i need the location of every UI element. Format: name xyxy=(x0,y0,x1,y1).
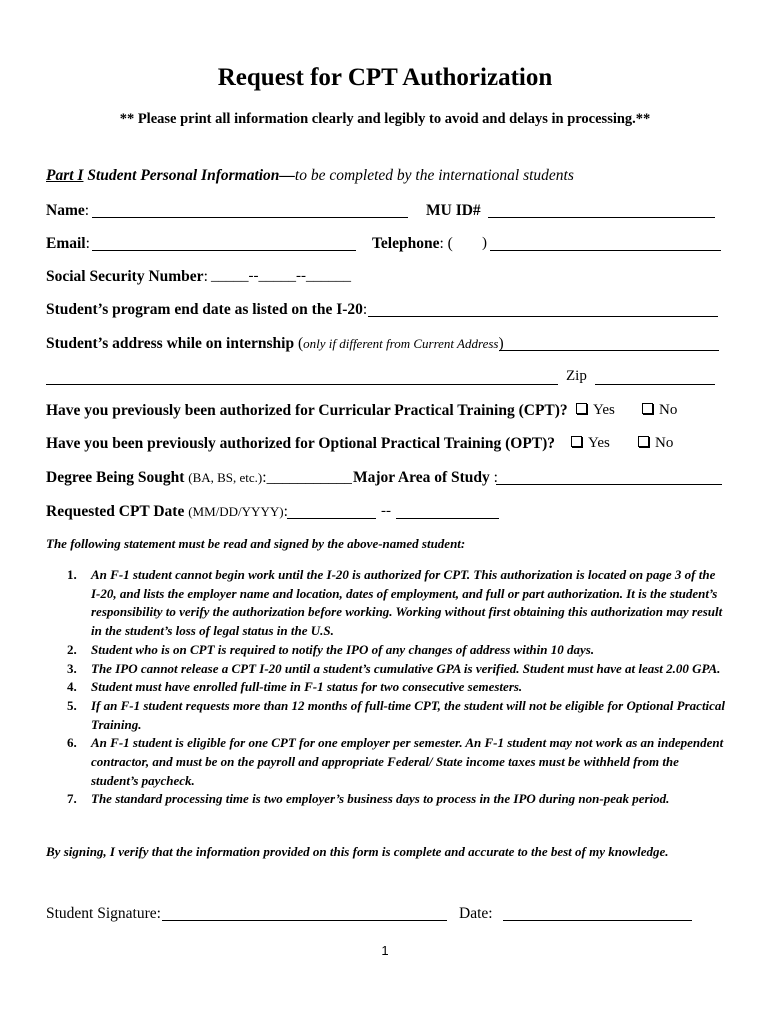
list-item: 2. Student who is on CPT is required to notify the IPO of any changes of address within 10 days. xyxy=(67,641,595,657)
list-item: 6. An F-1 student is eligible for one CPT for one employer per semester. An F-1 student may not work as an independent contractor, and must be on the payroll and appropriate Federal/ State income taxes must be withheld from the student’s paycheck. xyxy=(67,735,724,788)
cpt-yes-option[interactable] xyxy=(576,402,615,419)
checkbox-icon[interactable] xyxy=(576,403,587,414)
part-title: Student Personal Information— xyxy=(83,167,295,184)
zip-field[interactable] xyxy=(595,384,715,385)
name-field[interactable] xyxy=(92,217,408,218)
list-item: 4. Student must have enrolled full-time in F-1 status for two consecutive semesters. xyxy=(67,679,523,695)
cpt-yes-label: Yes xyxy=(593,402,615,418)
verification-statement: By signing, I verify that the information provided on this form is complete and accurate to the best of my knowledge. xyxy=(46,844,669,859)
cpt-date-label-row: Requested CPT Date (MM/DD/YYYY): xyxy=(46,503,288,520)
degree-label-row xyxy=(46,469,352,487)
signature-field[interactable] xyxy=(162,920,447,921)
address-label-row: Student’s address while on internship (only if different from Current Address) xyxy=(46,335,504,352)
cpt-question: Have you previously been authorized for Curricular Practical Training (CPT)? xyxy=(46,402,568,419)
opt-question: Have you been previously authorized for Optional Practical Training (OPT)? xyxy=(46,435,556,452)
end-date-label: Student’s program end date as listed on the I-20 xyxy=(46,301,363,318)
signature-label: Student Signature: xyxy=(46,905,161,922)
date-separator: -- xyxy=(381,503,391,519)
opt-no-option[interactable] xyxy=(638,435,673,452)
degree-field[interactable]: :___________ xyxy=(262,469,352,486)
checkbox-icon[interactable] xyxy=(571,436,582,447)
major-label: Major Area of Study xyxy=(353,469,490,486)
list-item: 7. The standard processing time is two employer’s business days to process in the IPO during non-peak period. xyxy=(67,791,670,807)
opt-yes-option[interactable] xyxy=(571,435,610,452)
telephone-open: : ( xyxy=(439,235,453,252)
page-number: 1 xyxy=(381,943,389,958)
name-label-row: Name: xyxy=(46,202,90,219)
telephone-label: Telephone xyxy=(372,235,440,252)
email-label-row: Email: xyxy=(46,235,90,252)
degree-label: Degree Being Sought xyxy=(46,469,185,486)
zip-label: Zip xyxy=(566,368,587,384)
address-note: only if different from Current Address xyxy=(303,336,499,351)
part-heading xyxy=(46,167,574,185)
rules-list xyxy=(48,566,726,809)
address-label: Student’s address while on internship xyxy=(46,335,295,352)
list-item: 5. If an F-1 student requests more than 12 months of full-time CPT, the student will not be eligible for Optional Practical Training. xyxy=(67,697,726,732)
list-item: 1. An F-1 student cannot begin work until the I-20 is authorized for CPT. This authorization is located on page 3 of the I-20, and lists the employer name and location, dates of employment, and full or part authorization. It is the student’s responsibility to verify the authorization before working. Working without first obtaining this authorization may result in the student’s loss of legal status in the U.S. xyxy=(67,567,723,639)
cpt-date-hint: (MM/DD/YYYY) xyxy=(188,504,284,519)
email-field[interactable] xyxy=(92,250,356,251)
telephone-close: ) xyxy=(482,235,487,251)
end-date-label-row: Student’s program end date as listed on the I-20: xyxy=(46,301,368,318)
degree-hint: (BA, BS, etc.) xyxy=(188,470,263,485)
date-label: Date: xyxy=(459,905,493,922)
mu-id-label: MU ID# xyxy=(426,202,481,219)
opt-no-label: No xyxy=(655,435,674,451)
cpt-date-label: Requested CPT Date xyxy=(46,503,185,520)
part-note: to be completed by the international students xyxy=(294,167,574,184)
address-line-2-field[interactable] xyxy=(46,384,558,385)
statement-intro: The following statement must be read and signed by the above-named student: xyxy=(46,536,466,551)
cpt-no-option[interactable] xyxy=(642,402,677,419)
cpt-no-label: No xyxy=(659,402,678,418)
mu-id-field[interactable] xyxy=(488,217,715,218)
ssn-label-row: Social Security Number: xyxy=(46,268,208,285)
cpt-end-date-field[interactable] xyxy=(396,518,499,519)
name-label: Name xyxy=(46,202,85,219)
end-date-field[interactable] xyxy=(368,316,718,317)
part-label: Part I xyxy=(46,167,84,184)
checkbox-icon[interactable] xyxy=(642,403,653,414)
form-instructions: ** Please print all information clearly and legibly to avoid and delays in processing.** xyxy=(119,111,651,127)
major-field[interactable] xyxy=(496,484,722,485)
telephone-field[interactable] xyxy=(490,250,721,251)
cpt-start-date-field[interactable] xyxy=(287,518,376,519)
list-item: 3. The IPO cannot release a CPT I-20 until a student’s cumulative GPA is verified. Student must have at least 2.00 GPA. xyxy=(67,660,721,676)
email-label: Email xyxy=(46,235,86,252)
form-title: Request for CPT Authorization xyxy=(217,64,553,91)
ssn-label: Social Security Number xyxy=(46,268,204,285)
ssn-field[interactable]: _____--_____--______ xyxy=(211,268,351,284)
opt-yes-label: Yes xyxy=(588,435,610,451)
date-field[interactable] xyxy=(503,920,692,921)
telephone-label-row xyxy=(372,235,453,253)
address-field[interactable] xyxy=(499,350,719,351)
checkbox-icon[interactable] xyxy=(638,436,649,447)
major-label-row: Major Area of Study : xyxy=(353,469,498,486)
